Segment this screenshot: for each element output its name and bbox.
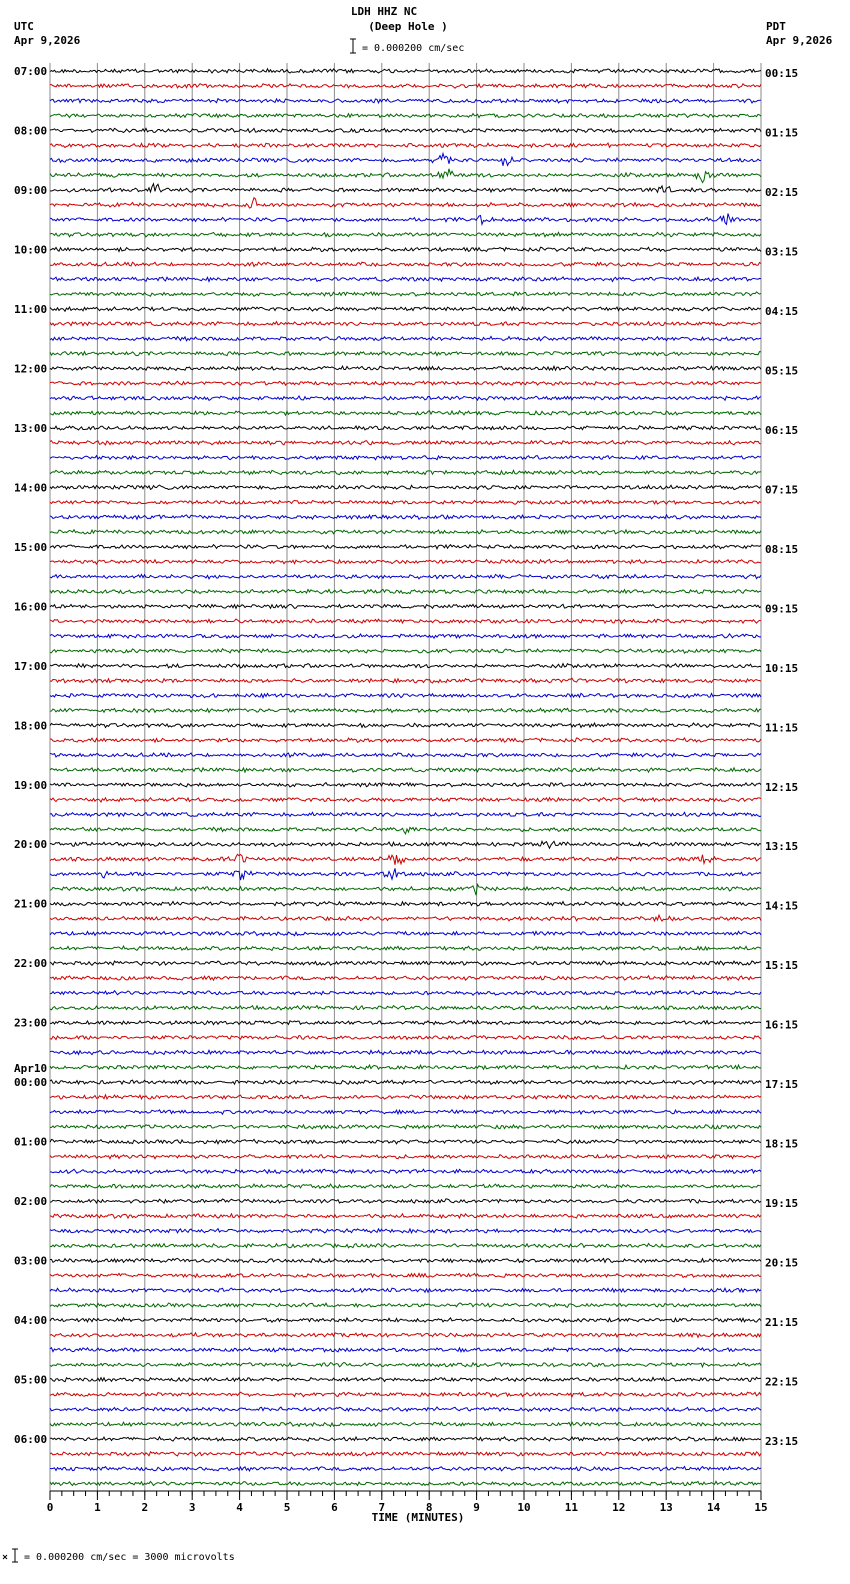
utc-hour-label: 15:00 — [14, 540, 48, 554]
pdt-hour-label: 19:15 — [765, 1197, 799, 1211]
trace-row-32 — [50, 545, 761, 549]
trace-row-43 — [50, 708, 761, 712]
trace-row-87 — [50, 1362, 761, 1366]
trace-row-78 — [50, 1229, 761, 1233]
trace-row-20 — [50, 366, 761, 370]
utc-hour-label: 06:00 — [14, 1433, 48, 1447]
trace-row-46 — [50, 753, 761, 757]
trace-row-80 — [50, 1258, 761, 1262]
pdt-hour-label: 18:15 — [765, 1137, 799, 1151]
trace-row-37 — [50, 619, 761, 623]
utc-hour-label: 17:00 — [14, 659, 48, 673]
x-tick-label: 8 — [425, 1501, 433, 1514]
trace-row-16 — [50, 307, 761, 311]
trace-row-88 — [50, 1377, 761, 1381]
x-tick-label: 12 — [612, 1501, 626, 1514]
trace-row-23 — [50, 411, 761, 415]
pdt-hour-label: 06:15 — [765, 423, 799, 437]
pdt-hour-label: 05:15 — [765, 364, 799, 378]
trace-row-45 — [50, 738, 761, 742]
utc-hour-label: 23:00 — [14, 1016, 48, 1030]
pdt-hour-label: 07:15 — [765, 483, 799, 497]
utc-hour-label: 00:00 — [14, 1076, 48, 1090]
scale-bar-icon — [350, 39, 356, 53]
trace-row-3 — [50, 114, 761, 118]
x-tick-label: 9 — [473, 1501, 480, 1514]
footer-scale-label: = 0.000200 cm/sec = 3000 microvolts — [24, 1552, 235, 1563]
trace-row-71 — [50, 1125, 761, 1129]
pdt-hour-label: 12:15 — [765, 780, 799, 794]
trace-row-12 — [50, 247, 761, 251]
trace-row-29 — [50, 500, 761, 504]
x-tick-label: 13 — [659, 1501, 673, 1514]
trace-row-49 — [50, 798, 761, 802]
trace-row-58 — [50, 931, 761, 935]
trace-row-93 — [50, 1452, 761, 1456]
x-tick-label: 5 — [283, 1501, 291, 1514]
trace-row-60 — [50, 961, 761, 965]
utc-hour-labels — [14, 65, 47, 1446]
utc-hour-label: 10:00 — [14, 243, 48, 257]
utc-hour-label: 19:00 — [14, 778, 48, 792]
trace-row-54 — [50, 868, 761, 880]
pdt-hour-label: 10:15 — [765, 661, 799, 675]
trace-row-63 — [50, 1006, 761, 1010]
utc-hour-label: 18:00 — [14, 719, 48, 733]
trace-row-2 — [50, 99, 761, 103]
pdt-hour-label: 04:15 — [765, 304, 799, 318]
x-axis-label: TIME (MINUTES) — [371, 1511, 465, 1524]
trace-row-69 — [50, 1095, 761, 1099]
utc-hour-label: 01:00 — [14, 1135, 48, 1149]
pdt-hour-label: 13:15 — [765, 840, 799, 854]
trace-row-25 — [50, 441, 761, 445]
utc-hour-label: 08:00 — [14, 124, 48, 138]
utc-hour-label: 21:00 — [14, 897, 48, 911]
trace-row-6 — [50, 154, 761, 166]
pdt-hour-label: 21:15 — [765, 1316, 799, 1330]
x-tick-label: 10 — [517, 1501, 531, 1514]
trace-row-4 — [50, 128, 761, 132]
trace-row-17 — [50, 322, 761, 326]
pdt-hour-label: 16:15 — [765, 1018, 799, 1032]
trace-row-9 — [50, 198, 761, 208]
pdt-hour-label: 02:15 — [765, 185, 799, 199]
left-timezone: UTC — [14, 20, 34, 33]
trace-row-5 — [50, 143, 761, 148]
pdt-hour-label: 03:15 — [765, 245, 799, 259]
pdt-hour-label: 23:15 — [765, 1435, 799, 1449]
x-tick-label: 14 — [706, 1501, 721, 1514]
pdt-hour-label: 09:15 — [765, 602, 799, 616]
trace-row-83 — [50, 1303, 761, 1307]
utc-hour-label: 05:00 — [14, 1373, 48, 1387]
trace-row-66 — [50, 1050, 761, 1054]
trace-row-35 — [50, 589, 761, 593]
trace-row-89 — [50, 1392, 761, 1397]
trace-row-62 — [50, 991, 761, 996]
utc-hour-label: 13:00 — [14, 421, 48, 435]
trace-row-30 — [50, 515, 761, 519]
trace-row-28 — [50, 485, 761, 489]
trace-row-77 — [50, 1214, 761, 1218]
footer-scale-icon — [3, 1549, 18, 1562]
pdt-hour-label: 15:15 — [765, 959, 799, 973]
x-tick-label: 0 — [46, 1501, 54, 1514]
right-date: Apr 9,2026 — [766, 34, 833, 47]
trace-row-1 — [50, 84, 761, 88]
trace-row-52 — [50, 841, 761, 848]
utc-hour-label: 20:00 — [14, 838, 48, 852]
trace-row-91 — [50, 1422, 761, 1426]
trace-row-57 — [50, 915, 761, 921]
trace-row-55 — [50, 884, 761, 895]
trace-row-10 — [50, 214, 761, 225]
trace-row-76 — [50, 1199, 761, 1203]
trace-row-64 — [50, 1021, 761, 1025]
utc-hour-label: 02:00 — [14, 1195, 48, 1209]
trace-row-7 — [50, 169, 761, 183]
utc-hour-label: 12:00 — [14, 362, 48, 376]
utc-hour-label: 04:00 — [14, 1314, 48, 1328]
trace-row-0 — [50, 69, 761, 73]
trace-row-86 — [50, 1348, 761, 1352]
utc-hour-label: 07:00 — [14, 65, 48, 78]
pdt-hour-label: 11:15 — [765, 721, 799, 735]
trace-row-24 — [50, 426, 761, 430]
utc-hour-label: 16:00 — [14, 600, 48, 614]
x-tick-label: 1 — [94, 1501, 101, 1514]
x-tick-label: 4 — [236, 1501, 243, 1514]
trace-row-82 — [50, 1288, 761, 1292]
trace-row-15 — [50, 292, 761, 296]
trace-row-47 — [50, 768, 761, 773]
trace-row-72 — [50, 1139, 761, 1144]
pdt-hour-label: 00:15 — [765, 67, 799, 80]
trace-row-85 — [50, 1333, 761, 1338]
trace-row-21 — [50, 381, 761, 385]
trace-row-59 — [50, 946, 761, 950]
trace-row-8 — [50, 184, 761, 192]
trace-row-36 — [50, 604, 761, 608]
trace-row-44 — [50, 723, 761, 728]
date-change-label: Apr10 — [14, 1062, 48, 1076]
trace-row-38 — [50, 634, 761, 638]
right-timezone: PDT — [766, 20, 786, 33]
x-tick-label: 2 — [141, 1501, 149, 1514]
pdt-hour-label: 01:15 — [765, 126, 799, 140]
trace-row-73 — [50, 1155, 761, 1159]
trace-row-50 — [50, 812, 761, 816]
utc-hour-label: 22:00 — [14, 957, 48, 971]
trace-row-65 — [50, 1035, 761, 1039]
pdt-hour-label: 20:15 — [765, 1256, 799, 1270]
trace-row-53 — [50, 854, 761, 865]
trace-row-42 — [50, 693, 761, 697]
station-title: LDH HHZ NC — [350, 5, 418, 18]
trace-row-95 — [50, 1481, 761, 1486]
pdt-hour-labels — [765, 67, 798, 1448]
station-location: (Deep Hole ) — [368, 20, 448, 33]
trace-row-11 — [50, 232, 761, 237]
x-tick-label: 3 — [188, 1501, 196, 1514]
trace-row-61 — [50, 976, 761, 980]
trace-row-34 — [50, 574, 761, 578]
left-date: Apr 9,2026 — [14, 34, 81, 47]
trace-row-48 — [50, 783, 761, 787]
x-tick-label: 15 — [754, 1501, 768, 1514]
utc-hour-label: 09:00 — [14, 183, 48, 197]
trace-row-84 — [50, 1318, 761, 1323]
x-tick-label: 11 — [564, 1501, 579, 1514]
trace-row-51 — [50, 827, 761, 834]
x-tick-label: 7 — [378, 1501, 386, 1514]
trace-row-68 — [50, 1080, 761, 1084]
trace-row-41 — [50, 678, 761, 683]
trace-row-67 — [50, 1065, 761, 1069]
trace-row-31 — [50, 530, 761, 534]
pdt-hour-label: 08:15 — [765, 542, 799, 556]
trace-row-79 — [50, 1243, 761, 1247]
x-tick-label: 6 — [331, 1501, 338, 1514]
trace-row-33 — [50, 559, 761, 564]
trace-row-18 — [50, 336, 761, 340]
trace-row-74 — [50, 1169, 761, 1173]
trace-row-90 — [50, 1407, 761, 1411]
trace-row-40 — [50, 664, 761, 668]
scale-label: = 0.000200 cm/sec — [362, 43, 465, 54]
trace-row-70 — [50, 1110, 761, 1114]
trace-row-81 — [50, 1273, 761, 1277]
trace-row-14 — [50, 277, 761, 282]
trace-row-75 — [50, 1184, 761, 1188]
trace-row-27 — [50, 470, 761, 474]
trace-row-19 — [50, 351, 761, 355]
pdt-hour-label: 14:15 — [765, 899, 799, 913]
pdt-hour-label: 22:15 — [765, 1375, 799, 1389]
trace-row-56 — [50, 902, 761, 906]
pdt-hour-label: 17:15 — [765, 1078, 799, 1092]
trace-row-94 — [50, 1466, 761, 1470]
trace-row-26 — [50, 456, 761, 460]
trace-row-92 — [50, 1437, 761, 1441]
trace-row-39 — [50, 649, 761, 653]
utc-hour-label: 11:00 — [14, 302, 48, 316]
utc-hour-label: 14:00 — [14, 481, 48, 495]
trace-group — [50, 69, 761, 1486]
utc-hour-label: 03:00 — [14, 1254, 48, 1268]
trace-row-22 — [50, 396, 761, 400]
trace-row-13 — [50, 262, 761, 266]
